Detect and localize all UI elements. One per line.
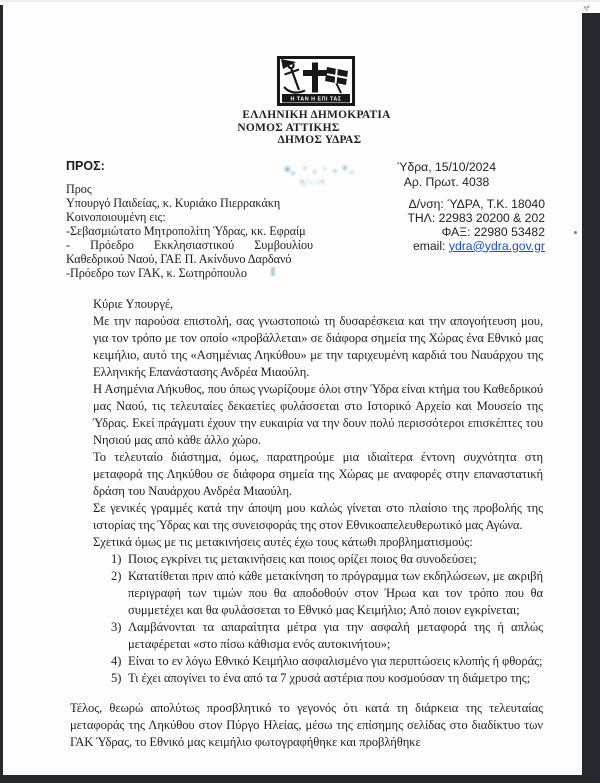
letterhead bbox=[228, 56, 403, 147]
letter-paragraph: Με την παρούσα επιστολή, σας γνωστοποιώ τη δυσαρέσκεια και την απογοήτευση μου, για τον τρόπο με τον οποίο «προβάλλεται» σε διάφορα σημεία της Χώρας ένα Εθνικό μας κειμήλιο, αυτό της «Ασημένιας Ληκύθου» με την ταριχευμένη καρδιά του Ναυάρχου της Ελληνικής Επανάστασης Ανδρέα Μιαούλη. bbox=[93, 314, 543, 379]
email-link[interactable]: ydra@ydra.gov.gr bbox=[448, 238, 545, 253]
faded-stamp-artifact bbox=[300, 179, 326, 186]
emblem-motto-text: Η ΤΑΝ Η ΕΠΙ ΤΑΣ bbox=[290, 96, 341, 103]
letter-paragraph: Σχετικά όμως με τις μετακινήσεις αυτές έχω τους κάτωθι προβληματισμούς: bbox=[93, 535, 473, 549]
address-line: Δ/νση: ΎΔΡΑ, Τ.Κ. 18040 bbox=[408, 197, 545, 212]
letterhead-country: ΕΛΛΗΝΙΚΗ ΔΗΜΟΚΡΑΤΙΑ bbox=[242, 109, 391, 121]
letterhead-municipality: ΔΗΜΟΣ ΥΔΡΑΣ bbox=[277, 134, 362, 146]
numbered-item bbox=[93, 619, 543, 653]
recipient-line: -Σεβασμιώτατο Μητροπολίτη Ύδρας, κκ. Εφραίμ bbox=[66, 224, 306, 238]
fax-line: ΦΑΞ: 22980 53482 bbox=[441, 224, 545, 239]
scan-speck bbox=[583, 5, 590, 11]
place-and-date: Ύδρα, 15/10/2024 bbox=[397, 160, 496, 174]
item-text: Τι έχει απογίνει το ένα από τα 7 χρυσά αστέρια που κοσμούσαν τη διάμετρο της; bbox=[128, 671, 531, 685]
scan-border-left bbox=[0, 5, 3, 783]
letter-body bbox=[70, 296, 543, 751]
salutation: Κύριε Υπουργέ, bbox=[93, 297, 174, 311]
email-line bbox=[348, 240, 545, 254]
recipient-line: Προς bbox=[66, 182, 92, 196]
item-text: Κατατίθεται πριν από κάθε μετακίνηση το πρόγραμμα των εκδηλώσεων, με ακριβή περιγραφή των τιμών που θα αποδοθούν στον Ήρωα και τον τρόπο που θα συμμετέχει και θα φυλάσσεται το Εθνικό μας Κειμήλιο; Από ποιον εγκρίνεται; bbox=[128, 569, 543, 617]
letter-paragraph: Το τελευταίο διάστημα, όμως, παρατηρούμε μια ιδιαίτερα έντονη συχνότητα στη μεταφορά της Ληκύθου σε διάφορα σημεία της Χώρας με αναφορές στην επαναστατική δράση του Ναυάρχου Ανδρέα Μιαούλη. bbox=[93, 450, 543, 498]
numbered-item bbox=[93, 670, 543, 687]
letter-paragraph: Σε γενικές γραμμές κατά την άποψη μου καλώς γίνεται στο πλαίσιο της προβολής της ιστορίας της Ύδρας και της συνεισφοράς της στον Εθνικοαπελευθερωτικό μας Αγώνα. bbox=[93, 501, 543, 532]
protocol-number: Αρ. Πρωτ. 4038 bbox=[403, 174, 490, 189]
closing-paragraph: Τέλος, θεωρώ απολύτως προσβλητικό το γεγονός ότι κατά τη διάρκεια της τελευταίας μεταφοράς της Ληκύθου στον Πύργο Ηλείας, μέσω της επίσημης σελίδας στο διαδίκτυο των ΓΑΚ Ύδρας, το Εθνικό μας κειμήλιο φωτογραφήθηκε και προβλήθηκε bbox=[70, 701, 543, 749]
item-text: Λαμβάνονται τα απαραίτητα μέτρα για την ασφαλή μεταφορά της ή απλώς μεταφέρεται «στο πίσω κάθισμα ενός αυτοκινήτου»; bbox=[128, 620, 543, 651]
letter-paragraph: Η Ασημένια Λήκυθος, που όπως γνωρίζουμε όλοι στην Ύδρα είναι κτήμα του Καθεδρικού μας Ναού, τις τελευταίες δεκαετίες φυλάσσεται στο Ιστορικό Αρχείο και Μουσείο της Ύδρας. Εκεί πράγματι έχουν την ευκαιρία να την δουν πολύ περισσότεροι επισκέπτες του Νησιού μας από κάθε άλλο χώρο. bbox=[93, 382, 543, 447]
phone-line: ΤΗΛ: 22983 20200 & 202 bbox=[407, 210, 545, 225]
scan-top-hairline bbox=[0, 0, 600, 2]
item-number: 3) bbox=[111, 620, 122, 634]
item-number: 5) bbox=[111, 671, 122, 685]
numbered-item bbox=[93, 653, 543, 670]
scan-border-bottom bbox=[0, 775, 600, 783]
scan-border-right bbox=[582, 13, 600, 783]
item-number: 4) bbox=[111, 654, 122, 668]
letterhead-prefecture: ΝΟΜΟΣ ΑΤΤΙΚΗΣ bbox=[237, 121, 340, 134]
item-number: 1) bbox=[111, 552, 122, 566]
recipient-line: Υπουργό Παιδείας, κ. Κυριάκο Πιερρακάκη bbox=[66, 196, 281, 210]
recipient-line: Κοινοποιουμένη εις: bbox=[66, 210, 166, 224]
numbered-item bbox=[93, 568, 543, 619]
recipients-heading: ΠΡΟΣ: bbox=[66, 159, 105, 173]
scan-dot-artifact bbox=[574, 231, 577, 234]
item-text: Είναι το εν λόγω Εθνικό Κειμήλιο ασφαλισμένο για περιπτώσεις κλοπής ή φθοράς; bbox=[128, 654, 543, 668]
recipient-line: -Πρόεδρο των ΓΑΚ, κ. Σωτηρόπουλο bbox=[66, 266, 247, 280]
recipient-line: - Πρόεδρο Εκκλησιαστικού Συμβουλίου Καθεδρικού Ναού, ΓΑΕ Π. Ακίνδυνο Δαρδανό bbox=[66, 238, 313, 266]
item-text: Ποιος εγκρίνει τις μετακινήσεις και ποιος ορίζει ποιος θα συνοδεύσει; bbox=[128, 552, 477, 566]
item-number: 2) bbox=[111, 569, 122, 583]
email-label: email: bbox=[412, 238, 449, 253]
recipients-block bbox=[66, 159, 313, 280]
faded-stamp-artifact bbox=[283, 164, 355, 177]
hydra-municipality-emblem bbox=[277, 56, 355, 106]
document-meta bbox=[348, 160, 545, 253]
numbered-item bbox=[93, 551, 543, 568]
